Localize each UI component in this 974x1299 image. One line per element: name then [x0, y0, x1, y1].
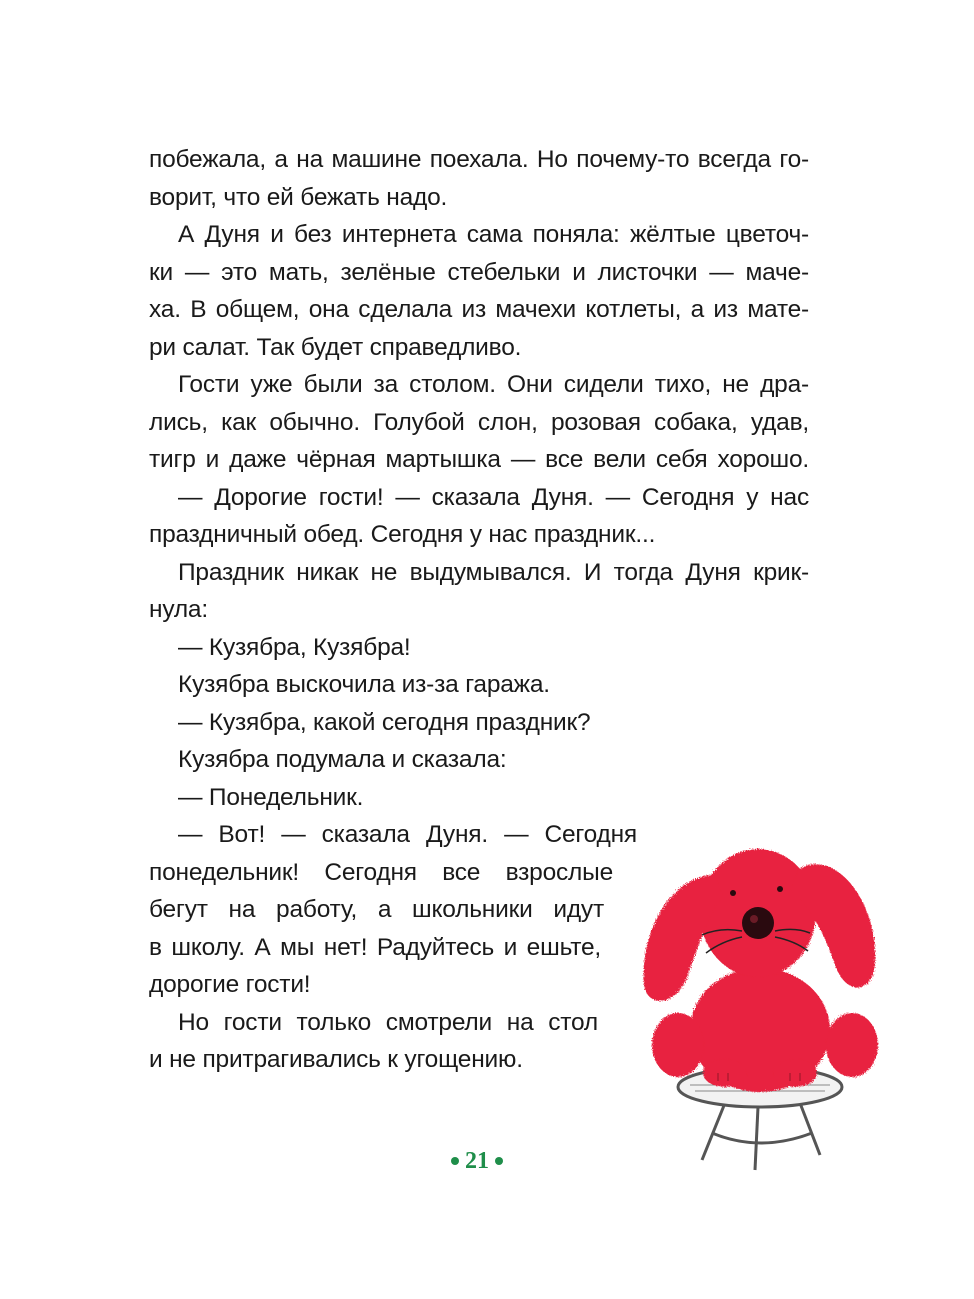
- text-line: нула:: [149, 596, 208, 623]
- text-line: Кузябра выскочила из-за гаража.: [178, 671, 550, 698]
- text-line: Праздник никак не выдумывался. И тогда Дуня крик-: [178, 559, 809, 586]
- page-footer: [437, 1146, 517, 1176]
- text-line: ворит, что ей бежать надо.: [149, 184, 448, 211]
- dialogue-line: — Кузябра, какой сегодня праздник?: [178, 709, 591, 736]
- text-line: и не притрагивались к угощению.: [149, 1046, 523, 1073]
- text-line: лись, как обычно. Голубой слон, розовая собака, удав,: [149, 409, 809, 436]
- text-line: в школу. А мы нет! Радуйтесь и ешьте,: [149, 934, 601, 961]
- dialogue-line: — Дорогие гости! — сказала Дуня. — Сегодня у нас: [178, 484, 809, 511]
- text-line: ки — это мать, зелёные стебельки и листочки — маче-: [149, 259, 809, 286]
- text-line: дорогие гости!: [149, 971, 311, 998]
- text-line: Кузябра подумала и сказала:: [178, 746, 507, 773]
- text-line: ха. В общем, она сделала из мачехи котлеты, а из мате-: [149, 296, 809, 323]
- right-dot-icon: [495, 1157, 503, 1165]
- text-line: бегут на работу, а школьники идут: [149, 896, 604, 923]
- text-line: понедельник! Сегодня все взрослые: [149, 859, 613, 886]
- text-line: А Дуня и без интернета сама поняла: жёлтые цветоч-: [178, 221, 809, 248]
- left-dot-icon: [451, 1157, 459, 1165]
- dialogue-line: — Кузябра, Кузябра!: [178, 634, 411, 661]
- page-number: 21: [465, 1147, 489, 1174]
- pink-dog-on-stool-icon: [630, 835, 890, 1180]
- dialogue-line: — Понедельник.: [178, 784, 364, 811]
- text-line: Гости уже были за столом. Они сидели тихо, не дра-: [178, 371, 809, 398]
- text-line: праздничный обед. Сегодня у нас праздник...: [149, 521, 656, 548]
- text-line: побежала, а на машине поехала. Но почему-то всегда го-: [149, 146, 809, 173]
- dialogue-line: — Вот! — сказала Дуня. — Сегодня: [178, 821, 637, 848]
- text-line: тигр и даже чёрная мартышка — все вели себя хорошо.: [149, 446, 809, 473]
- text-line: Но гости только смотрели на стол: [178, 1009, 598, 1036]
- text-line: ри салат. Так будет справедливо.: [149, 334, 522, 361]
